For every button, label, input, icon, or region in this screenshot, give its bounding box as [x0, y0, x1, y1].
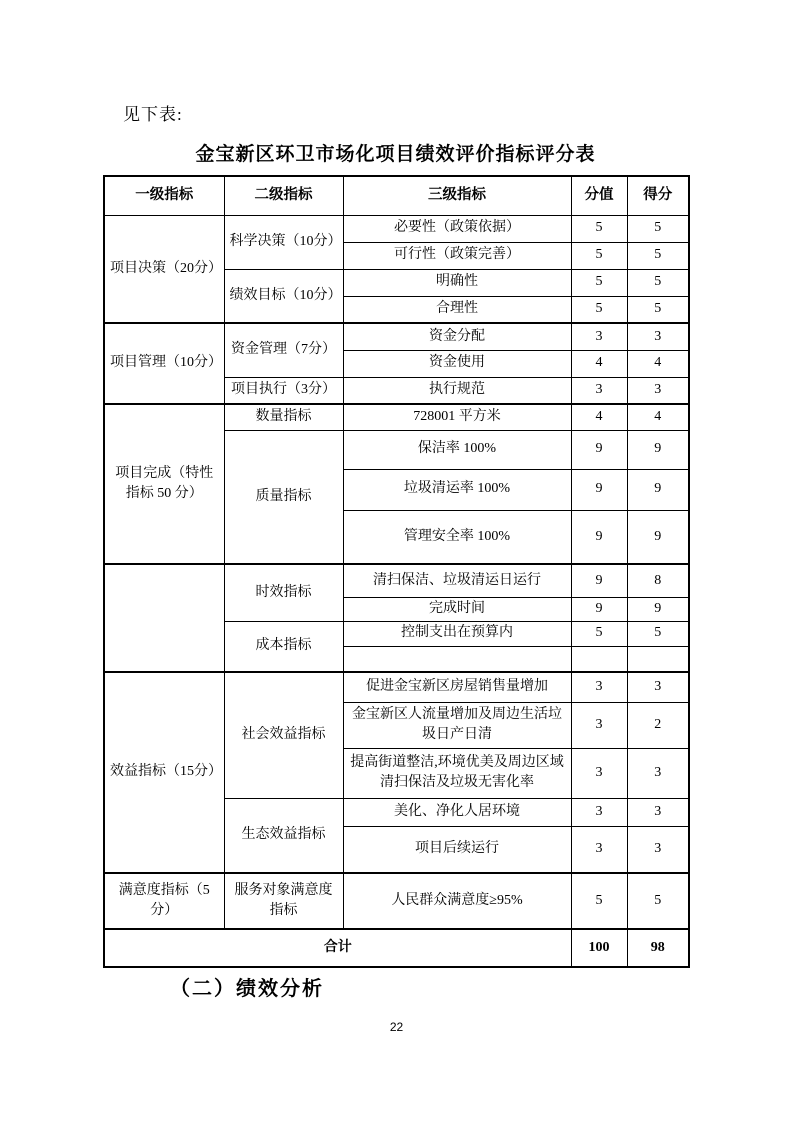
table-cell: 5 [571, 873, 627, 929]
table-cell: 合计 [104, 929, 571, 967]
table-cell: 5 [571, 242, 627, 269]
table-cell: 人民群众满意度≥95% [343, 873, 571, 929]
table-cell: 3 [571, 323, 627, 350]
table-cell: 资金管理（7分） [224, 323, 343, 377]
table-cell: 执行规范 [343, 377, 571, 404]
table-cell: 服务对象满意度指标 [224, 873, 343, 929]
table-cell: 9 [627, 597, 689, 621]
table-cell: 4 [571, 404, 627, 430]
table-cell: 4 [571, 350, 627, 377]
table-cell: 科学决策（10分） [224, 215, 343, 269]
table-cell: 5 [627, 242, 689, 269]
table-cell: 资金分配 [343, 323, 571, 350]
table-cell: 质量指标 [224, 430, 343, 564]
table-cell: 98 [627, 929, 689, 967]
table-cell: 8 [627, 564, 689, 597]
table-row [104, 672, 689, 702]
section-heading-performance-analysis: （二）绩效分析 [170, 978, 324, 1000]
table-cell [571, 646, 627, 672]
table-cell: 5 [627, 269, 689, 296]
table-cell: 垃圾清运率 100% [343, 469, 571, 510]
table-header-row [104, 176, 689, 215]
table-cell: 3 [627, 323, 689, 350]
table-cell: 项目决策（20分） [104, 215, 224, 323]
table-cell: 5 [571, 621, 627, 646]
table-cell: 5 [571, 296, 627, 323]
table-cell: 9 [571, 469, 627, 510]
table-header-cell: 三级指标 [343, 176, 571, 215]
table-cell: 9 [627, 469, 689, 510]
table-cell: 项目管理（10分） [104, 323, 224, 404]
table-cell: 成本指标 [224, 621, 343, 672]
table-cell: 9 [571, 430, 627, 469]
table-header-cell: 分值 [571, 176, 627, 215]
page-number: 22 [389, 1020, 404, 1034]
table-cell: 效益指标（15分） [104, 672, 224, 873]
table-cell: 5 [571, 215, 627, 242]
score-table-body [104, 176, 689, 967]
table-cell: 4 [627, 404, 689, 430]
table-cell: 9 [627, 510, 689, 564]
table-header-cell: 二级指标 [224, 176, 343, 215]
table-cell: 5 [627, 215, 689, 242]
table-cell [104, 564, 224, 672]
table-cell: 绩效目标（10分） [224, 269, 343, 323]
table-cell: 3 [571, 826, 627, 873]
table-cell: 金宝新区人流量增加及周边生活垃圾日产日清 [343, 702, 571, 748]
intro-text: 见下表: [123, 105, 183, 124]
table-cell: 100 [571, 929, 627, 967]
table-header-cell: 一级指标 [104, 176, 224, 215]
table-cell: 3 [627, 748, 689, 798]
performance-score-table [103, 175, 690, 968]
table-cell: 社会效益指标 [224, 672, 343, 798]
table-cell: 5 [571, 269, 627, 296]
table-cell: 3 [571, 798, 627, 826]
table-cell: 4 [627, 350, 689, 377]
table-cell: 资金使用 [343, 350, 571, 377]
table-row [104, 564, 689, 597]
table-row [104, 404, 689, 430]
table-cell: 项目完成（特性指标 50 分） [104, 404, 224, 564]
table-cell: 时效指标 [224, 564, 343, 621]
table-cell: 清扫保洁、垃圾清运日运行 [343, 564, 571, 597]
table-cell: 项目执行（3分） [224, 377, 343, 404]
table-cell: 可行性（政策完善） [343, 242, 571, 269]
table-cell [627, 646, 689, 672]
table-cell: 3 [571, 702, 627, 748]
table-cell: 3 [627, 798, 689, 826]
table-cell: 保洁率 100% [343, 430, 571, 469]
table-cell: 9 [571, 510, 627, 564]
table-cell: 满意度指标（5分） [104, 873, 224, 929]
table-cell: 合理性 [343, 296, 571, 323]
table-cell [343, 646, 571, 672]
table-cell: 9 [627, 430, 689, 469]
table-row [104, 873, 689, 929]
table-cell: 5 [627, 621, 689, 646]
table-cell: 5 [627, 873, 689, 929]
table-cell: 促进金宝新区房屋销售量增加 [343, 672, 571, 702]
table-cell: 管理安全率 100% [343, 510, 571, 564]
table-cell: 9 [571, 597, 627, 621]
table-cell: 提高街道整洁,环境优美及周边区域清扫保洁及垃圾无害化率 [343, 748, 571, 798]
table-cell: 3 [627, 826, 689, 873]
table-cell: 3 [571, 377, 627, 404]
table-cell: 美化、净化人居环境 [343, 798, 571, 826]
table-row [104, 215, 689, 242]
table-cell: 项目后续运行 [343, 826, 571, 873]
table-cell: 生态效益指标 [224, 798, 343, 873]
table-cell: 3 [627, 672, 689, 702]
table-cell: 明确性 [343, 269, 571, 296]
table-cell: 完成时间 [343, 597, 571, 621]
table-cell: 728001 平方米 [343, 404, 571, 430]
table-header-cell: 得分 [627, 176, 689, 215]
table-row [104, 929, 689, 967]
table-row [104, 323, 689, 350]
table-cell: 3 [571, 748, 627, 798]
table-title: 金宝新区环卫市场化项目绩效评价指标评分表 [195, 144, 596, 165]
table-cell: 控制支出在预算内 [343, 621, 571, 646]
table-cell: 2 [627, 702, 689, 748]
table-cell: 3 [571, 672, 627, 702]
table-cell: 9 [571, 564, 627, 597]
table-cell: 5 [627, 296, 689, 323]
table-cell: 必要性（政策依据） [343, 215, 571, 242]
table-cell: 数量指标 [224, 404, 343, 430]
table-cell: 3 [627, 377, 689, 404]
